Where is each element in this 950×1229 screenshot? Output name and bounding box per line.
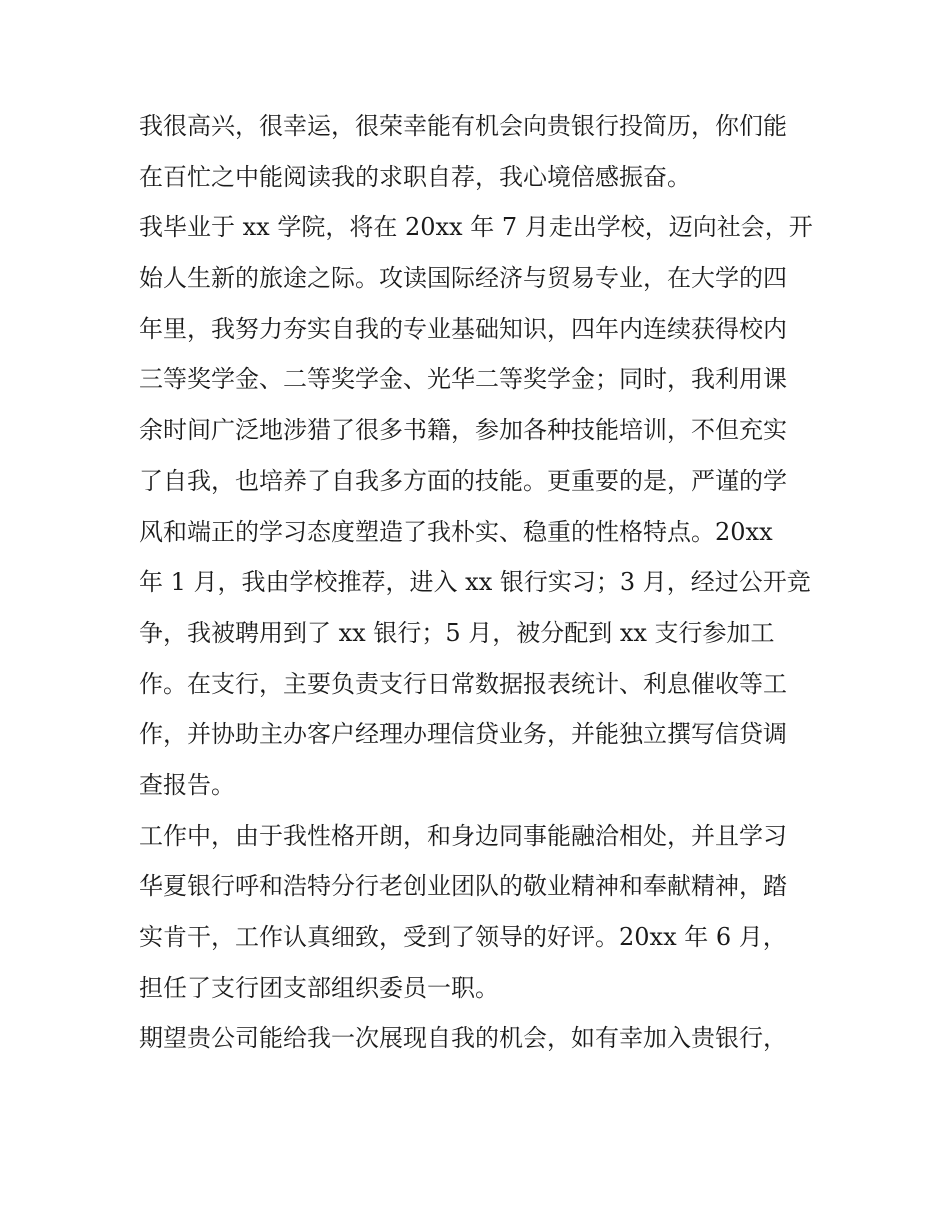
- text-line: 年 1 月，我由学校推荐，进入 xx 银行实习；3 月，经过公开竞: [139, 568, 811, 597]
- text-line: 查报告。: [139, 770, 235, 799]
- text-line: 华夏银行呼和浩特分行老创业团队的敬业精神和奉献精神，踏: [139, 872, 787, 901]
- text-line: 期望贵公司能给我一次展现自我的机会，如有幸加入贵银行，: [139, 1024, 787, 1053]
- text-line: 我很高兴，很幸运，很荣幸能有机会向贵银行投简历，你们能: [139, 112, 787, 140]
- text-line: 在百忙之中能阅读我的求职自荐，我心境倍感振奋。: [139, 162, 691, 191]
- text-line: 年里，我努力夯实自我的专业基础知识，四年内连续获得校内: [139, 314, 787, 343]
- text-line: 余时间广泛地涉猎了很多书籍，参加各种技能培训，不但充实: [139, 416, 787, 445]
- text-line: 作，并协助主办客户经理办理信贷业务，并能独立撰写信贷调: [139, 720, 787, 749]
- text-line: 作。在支行，主要负责支行日常数据报表统计、利息催收等工: [139, 669, 787, 698]
- document-body: [139, 101, 819, 1064]
- text-line: 实肯干，工作认真细致，受到了领导的好评。20xx 年 6 月，: [139, 923, 787, 951]
- text-line: 我毕业于 xx 学院，将在 20xx 年 7 月走出学校，迈向社会，开: [139, 213, 813, 242]
- text-line: 担任了支行团支部组织委员一职。: [139, 973, 499, 1002]
- text-line: 争，我被聘用到了 xx 银行；5 月，被分配到 xx 支行参加工: [139, 618, 775, 647]
- text-line: 风和端正的学习态度塑造了我朴实、稳重的性格特点。20xx: [139, 517, 773, 546]
- text-line: 三等奖学金、二等奖学金、光华二等奖学金；同时，我利用课: [139, 365, 787, 394]
- text-line: 了自我，也培养了自我多方面的技能。更重要的是，严谨的学: [139, 466, 787, 495]
- text-line: 始人生新的旅途之际。攻读国际经济与贸易专业，在大学的四: [139, 264, 787, 293]
- text-line: 工作中，由于我性格开朗，和身边同事能融洽相处，并且学习: [139, 821, 787, 850]
